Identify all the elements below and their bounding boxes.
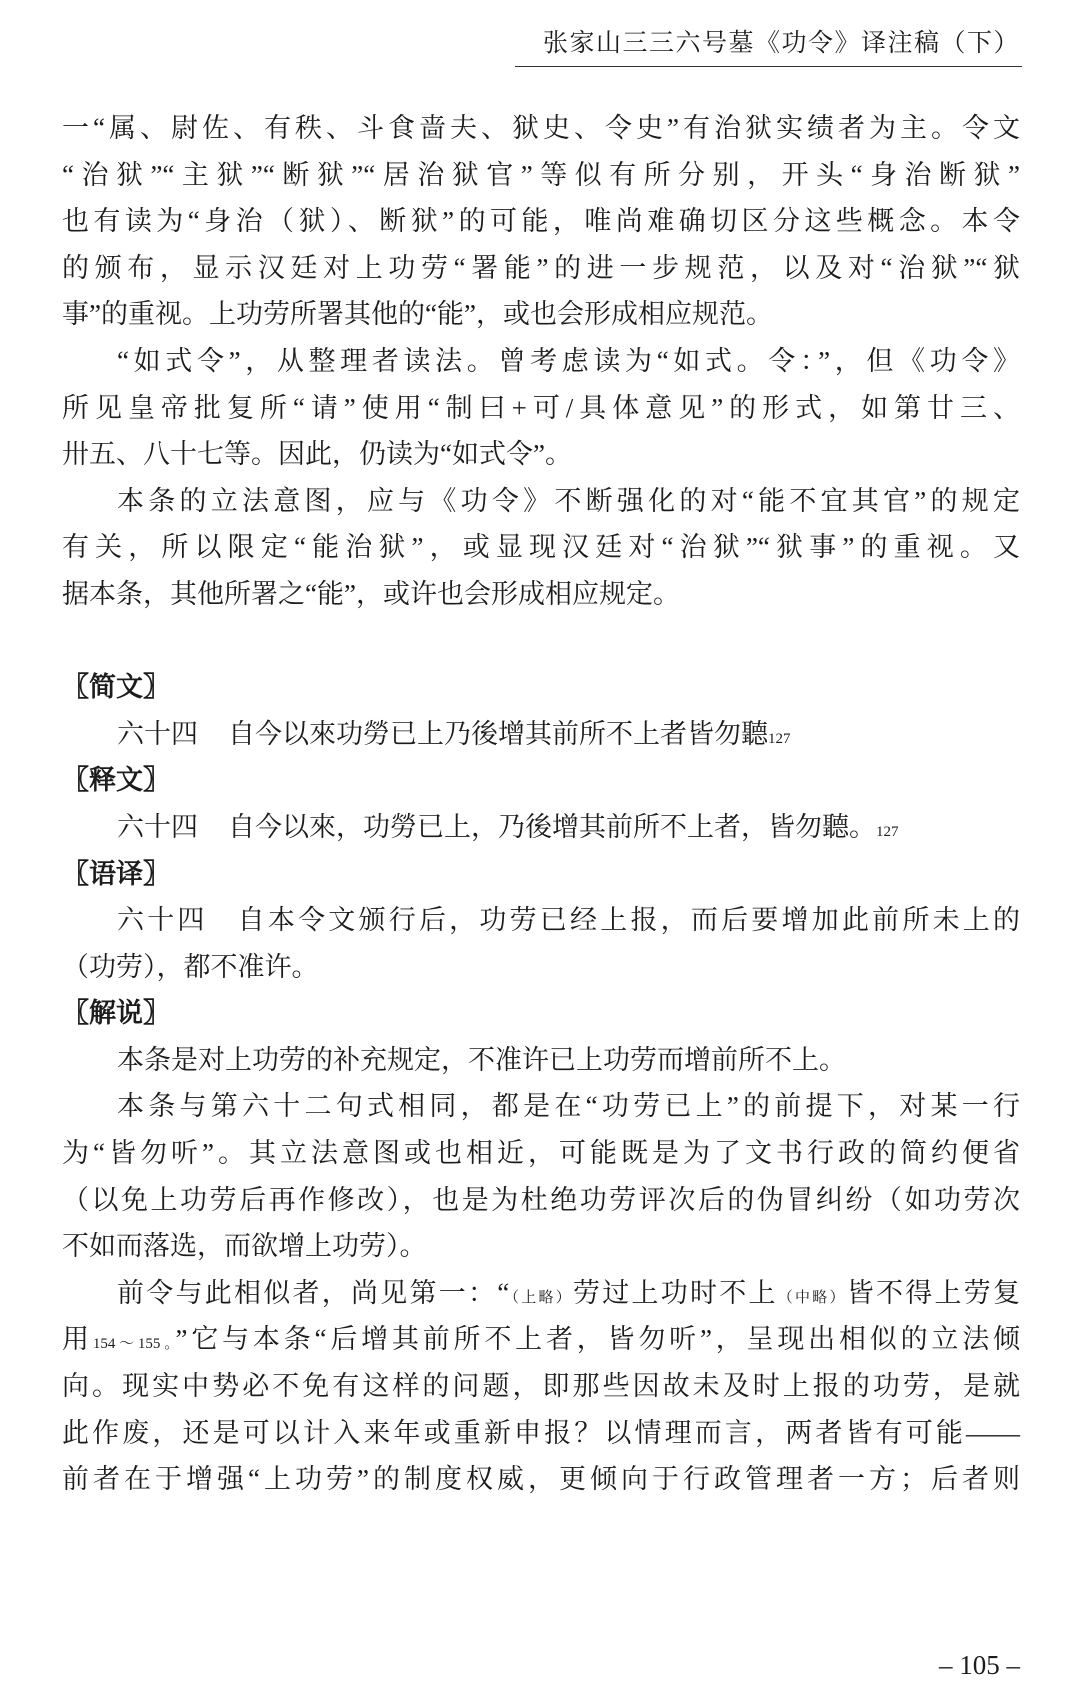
- text-line: 向。现实中势必不免有这样的问题，即那些因故未及时上报的功劳，是就: [62, 1371, 1020, 1402]
- header-rule: [515, 66, 1022, 67]
- transcription-text: 自今以來，功勞已上，乃後增其前所不上者，皆勿聽。: [228, 811, 876, 842]
- text-line: 本条的立法意图，应与《功令》不断强化的对“能不宜其官”的规定: [117, 485, 1020, 516]
- text-line: 前者在于增强“上功劳”的制度权威，更倾向于行政管理者一方；后者则: [62, 1464, 1020, 1495]
- commentary-paragraph-3: [62, 478, 1020, 618]
- text-line: [62, 1316, 1020, 1363]
- text-line: 的颁布，显示汉廷对上功劳“署能”的进一步规范，以及对“治狱”“狱: [62, 252, 1020, 283]
- section-heading-shiwen: 〖释文〗: [62, 765, 170, 796]
- running-header: 张家山三三六号墓《功令》译注稿（下）: [542, 30, 1020, 57]
- text-line: 为“皆勿听”。其立法意图或也相近，可能既是为了文书行政的简约便省: [62, 1138, 1020, 1169]
- text-line: 据本条，其他所署之“能”，或许也会形成相应规定。: [62, 578, 680, 609]
- article-number: 六十四: [117, 811, 198, 842]
- omission-note: （中略）: [777, 1289, 847, 1306]
- text-line: 此作废，还是可以计入来年或重新申报？以情理而言，两者皆有可能——: [62, 1417, 1020, 1448]
- slip-text: 自今以來功勞已上乃後增其前所不上者皆勿聽: [228, 718, 768, 749]
- text-segment: 用: [62, 1324, 93, 1355]
- transcription-line: [62, 804, 1020, 851]
- translation-text: 自本令文颁行后，功劳已经上报，而后要增加此前所未上的: [237, 905, 1021, 936]
- slip-number: 127: [768, 730, 791, 747]
- text-line: 也有读为“身治（狱）、断狱”的可能，唯尚难确切区分这些概念。本令: [62, 206, 1020, 237]
- text-segment: 劳过上功时不上: [572, 1277, 778, 1308]
- text-segment: ”它与本条“后增其前所不上者，皆勿听”，呈现出相似的立法倾: [175, 1324, 1020, 1355]
- section-heading-jieshuo: 〖解说〗: [62, 998, 170, 1029]
- commentary-paragraph-2: [62, 338, 1020, 478]
- text-line: 事”的重视。上功劳所署其他的“能”，或也会形成相应规范。: [62, 299, 773, 330]
- text-line: 卅五、八十七等。因此，仍读为“如式令”。: [62, 439, 572, 470]
- explanation-paragraph-3: [62, 1270, 1020, 1503]
- text-line: [62, 1270, 1020, 1317]
- text-line: “治狱”“主狱”“断狱”“居治狱官”等似有所分别，开头“身治断狱”: [62, 159, 1020, 190]
- translation-line: （功劳），都不准许。: [62, 951, 319, 982]
- commentary-paragraph-1: [62, 105, 1020, 338]
- slip-text-line: [62, 711, 1020, 758]
- translation-line: [62, 897, 1020, 944]
- text-line: 所见皇帝批复所“请”使用“制曰+可/具体意见”的形式，如第廿三、: [62, 392, 1020, 423]
- text-line: 本条与第六十二句式相同，都是在“功劳已上”的前提下，对某一行: [117, 1091, 1020, 1122]
- slip-number: 127: [876, 823, 899, 840]
- page-body: [62, 105, 1020, 1503]
- slip-number: 154～155。: [92, 1336, 176, 1353]
- article-number: 六十四: [117, 905, 208, 936]
- section-heading-yuyi: 〖语译〗: [62, 858, 170, 889]
- text-line: 本条是对上功劳的补充规定，不准许已上功劳而增前所不上。: [117, 1044, 846, 1075]
- text-segment: 前令与此相似者，尚见第一：“: [117, 1277, 510, 1308]
- section-spacer: [62, 618, 1020, 665]
- page-number: – 105 –: [939, 1650, 1020, 1680]
- article-number: 六十四: [117, 718, 198, 749]
- explanation-paragraph-2: [62, 1083, 1020, 1269]
- text-line: “如式令”，从整理者读法。曾考虑读为“如式。令：”，但《功令》: [117, 345, 1020, 376]
- text-segment: 皆不得上劳复: [846, 1277, 1020, 1308]
- section-heading-jianwen: 〖简文〗: [62, 672, 170, 703]
- omission-note: （上略）: [509, 1289, 573, 1306]
- text-line: 不如而落选，而欲增上功劳）。: [62, 1231, 427, 1262]
- text-line: （以免上功劳后再作修改），也是为杜绝功劳评次后的伪冒纠纷（如功劳次: [62, 1184, 1020, 1215]
- text-line: 有关，所以限定“能治狱”，或显现汉廷对“治狱”“狱事”的重视。又: [62, 532, 1020, 563]
- text-line: 一“属、尉佐、有秩、斗食啬夫、狱史、令史”有治狱实绩者为主。令文: [62, 113, 1020, 143]
